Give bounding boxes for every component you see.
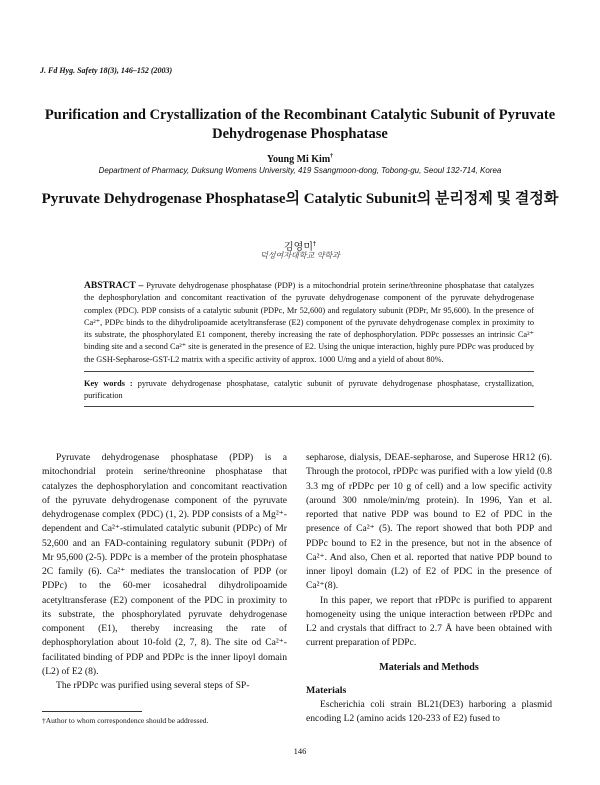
title-korean: Pyruvate Dehydrogenase Phosphatase의 Catalytic Subunit의 분리정제 및 결정화 <box>41 191 559 207</box>
abstract-text: Pyruvate dehydrogenase phosphatase (PDP) is a mitochondrial protein serine/threonine phosphatase that catalyzes the dephosphorylation and concomitant reactivation of the pyruvate dehydrogenase component of the pyruvate dehydrogenase complex (PDC). PDP consists of a catalytic subunit (PDPc, Mr 52,600) and regulatory subunit (PDPr, Mr 95,600). In the presence of Ca²⁺, PDPc binds to the dihydrolipoamide acetyltransferase (E2) component of the pyruvate dehydrogenase complex in proximity to its substrate, the phosphorylated E1 component, thereby increasing the rate of dephosphorylation. PDPc possesses an intrinsic Ca²⁺ binding site and a second Ca²⁺ site is generated in the presence of E2. Using the unique interaction, highly pure PDPc was produced by the GSH-Sepharose-GST-L2 matrix with a specific activity of approx. 1000 U/mg and a yield of about 80%. <box>84 281 534 364</box>
keywords-text: pyruvate dehydrogenase phosphatase, catalytic subunit of pyruvate dehydrogenase phosphatase, crystallization, purification <box>84 379 534 400</box>
paragraph-continued: sepharose, dialysis, DEAE-sepharose, and Superose HR12 (6). Through the protocol, rPDPc was purified with a low yield (0.8 3.3 mg of rPDPc per 10 g of cell) and a low specific activity (around 300 nmole/min/mg protein). In 1996, Yan et al. reported that native PDP was bound to E2 of PDC in the presence of Ca²⁺ (5). The report showed that both PDP and PDPc bound to E2 in the presence, but not in the absence of Ca²⁺. And also, Chen et al. reported that native PDP bound to inner lipoyl domain (L2) of E2 of PDC in the presence of Ca²⁺(8). <box>306 452 552 592</box>
author-english: Young Mi Kim† <box>266 153 334 165</box>
page-number: 146 <box>293 746 307 756</box>
author-name-korean: 김영미 <box>284 242 313 253</box>
paragraph-report: In this paper, we report that rPDPc is purified to apparent homogeneity using the unique interaction between rPDPc and L2 and crystals that diffract to 2.7 Å have been obtained with current preparation of PDPc. <box>306 594 552 649</box>
abstract-label: ABSTRACT – <box>84 281 144 291</box>
divider-top <box>84 371 534 372</box>
divider-bottom <box>84 406 534 407</box>
subsection-heading: Materials <box>306 684 347 696</box>
paragraph-intro: Pyruvate dehydrogenase phosphatase (PDP) is a mitochondrial protein serine/threonine phosphatase that catalyzes the dephosphorylation and concomitant reactivation of the pyruvate dehydrogenase component of the pyruvate dehydrogenase complex (PDC) (1, 2). PDP consists of a Mg²⁺-dependent and Ca²⁺-stimulated catalytic subunit (PDPc) of Mr 52,600 and an FAD-containing regulatory subunit (PDPr) of Mr 95,600 (2-5). PDPc is a member of the protein phosphatase 2C family (6). Ca²⁺ mediates the translocation of PDP (or PDPc) to the 60-mer icosahedral dihydrolipoamide acetyltransferase (E2) component of the PDC in proximity to its substrate, the phosphorylated pyruvate dehydrogenase component (E1), thereby increasing the rate of dephosphorylation about 10-fold (2, 7, 8). The site od Ca²⁺-facilitated binding of PDP and PDPc is the inner lipoyl domain (L2) of E2 (8). <box>42 452 287 677</box>
author-korean: 김영미† <box>284 240 316 253</box>
affiliation-korean: 덕성여자대학교 약학과 <box>260 251 340 260</box>
author-name: Young Mi Kim <box>266 154 331 165</box>
footnote: †Author to whom correspondence should be addressed. <box>42 716 209 725</box>
footnote-rule <box>42 711 142 712</box>
keywords <box>84 378 534 402</box>
journal-citation: J. Fd Hyg. Safety 18(3), 146–152 (2003) <box>40 66 173 75</box>
title-english: Purification and Crystallization of the Recombinant Catalytic Subunit of Pyruvate Dehydrogenase Phosphatase <box>44 107 556 142</box>
paragraph-materials: Escherichia coli strain BL21(DE3) harboring a plasmid encoding L2 (amino acids 120-233 of E2) fused to <box>306 699 552 725</box>
keywords-label: Key words : <box>84 379 133 388</box>
body-column-right <box>306 451 552 727</box>
paragraph-purification: The rPDPc was purified using several steps of SP- <box>56 680 250 691</box>
abstract <box>84 280 534 366</box>
body-column-left <box>42 451 287 693</box>
affiliation-english: Department of Pharmacy, Duksung Womens University, 419 Ssangmoon-dong, Tobong-gu, Seoul 132-714, Korea <box>98 166 502 175</box>
section-heading: Materials and Methods <box>379 661 479 673</box>
